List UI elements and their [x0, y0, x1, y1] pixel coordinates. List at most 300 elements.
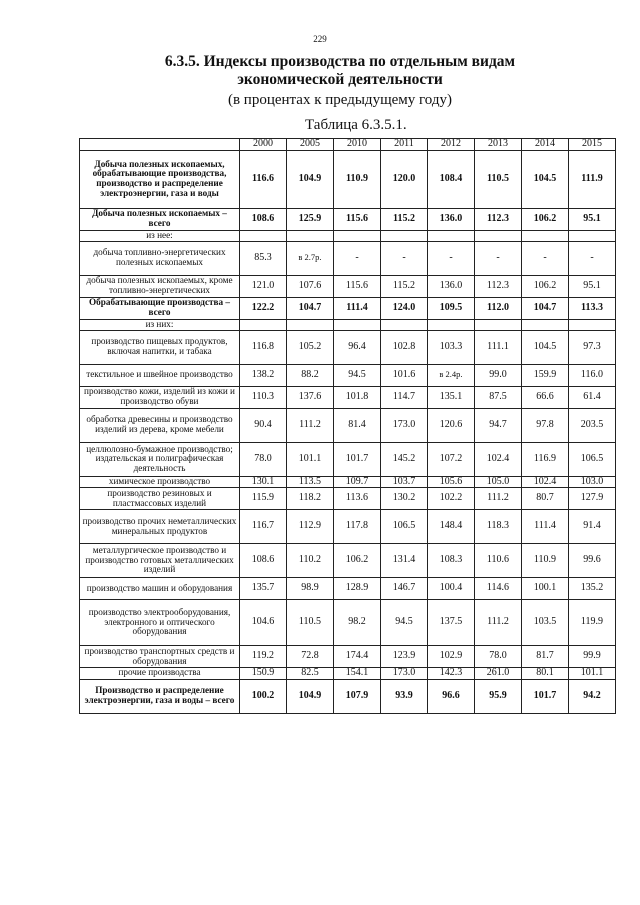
value-text: 130.2 [392, 492, 416, 504]
table-row [80, 297, 616, 319]
value-cell [240, 208, 287, 230]
value-text: 119.2 [251, 650, 275, 662]
value-text: 61.4 [583, 390, 601, 402]
value-text: 106.5 [580, 452, 604, 464]
value-text: 81.4 [348, 418, 366, 430]
value-cell [381, 544, 428, 578]
value-cell [381, 408, 428, 442]
value-cell [475, 510, 522, 544]
value-cell [240, 364, 287, 386]
value-text: 106.5 [392, 520, 416, 532]
value-text: 261.0 [486, 667, 510, 678]
value-text: 203.5 [580, 418, 604, 430]
value-cell [569, 150, 616, 208]
value-text: 128.9 [345, 582, 369, 594]
value-cell [475, 275, 522, 297]
value-text: 99.6 [583, 554, 601, 566]
value-cell [381, 319, 428, 330]
header-row [80, 139, 616, 151]
value-text: 137.6 [298, 390, 322, 402]
value-text: 102.9 [439, 650, 463, 662]
value-text: 81.7 [536, 650, 554, 662]
value-cell [287, 208, 334, 230]
section-title: 6.3.5. Индексы производства по отдельным видам экономической деятельности [164, 53, 516, 88]
value-cell [428, 150, 475, 208]
value-text: 135.7 [251, 582, 275, 594]
value-cell [569, 408, 616, 442]
value-cell [381, 297, 428, 319]
value-cell [522, 330, 569, 364]
value-text: 115.2 [393, 212, 415, 224]
table-row [80, 600, 616, 646]
value-text: 111.2 [487, 492, 509, 504]
value-cell [334, 476, 381, 488]
value-cell [428, 442, 475, 476]
value-cell [569, 544, 616, 578]
value-text: 95.1 [583, 279, 601, 291]
table-name: Таблица 6.3.5.1. [305, 117, 407, 133]
value-cell [569, 208, 616, 230]
value-text: 104.5 [533, 172, 557, 184]
value-text: 138.2 [251, 368, 275, 380]
value-text: 116.7 [251, 520, 275, 532]
value-text: 104.5 [533, 340, 557, 352]
value-cell [569, 275, 616, 297]
value-cell [240, 646, 287, 668]
value-text: 116.8 [251, 340, 275, 352]
value-cell [428, 578, 475, 600]
value-text: 116.6 [252, 172, 274, 184]
row-label: из нее: [80, 230, 240, 241]
table-row [80, 208, 616, 230]
value-text: 142.3 [439, 667, 463, 678]
value-text: 104.9 [298, 689, 322, 701]
value-cell [569, 230, 616, 241]
value-text: 107.6 [298, 279, 322, 291]
row-label: Обрабатывающие производства – всего [80, 297, 240, 319]
value-text: 78.0 [489, 650, 507, 662]
value-cell [428, 319, 475, 330]
value-cell [569, 241, 616, 275]
value-text: в 2.4р. [439, 368, 463, 379]
value-text: 111.2 [487, 616, 509, 628]
value-cell [381, 668, 428, 680]
value-cell [428, 600, 475, 646]
value-text: 111.9 [581, 172, 603, 184]
value-text: 102.8 [392, 340, 416, 352]
value-cell [240, 297, 287, 319]
value-text: 112.3 [487, 212, 509, 224]
value-text: 112.0 [487, 301, 509, 313]
value-text: 173.0 [392, 667, 416, 678]
value-cell [522, 408, 569, 442]
value-text: 88.2 [301, 368, 319, 380]
value-text: 112.3 [486, 279, 510, 291]
value-text: 103.7 [392, 476, 416, 487]
value-text: 102.2 [439, 492, 463, 504]
value-text: 115.6 [346, 212, 368, 224]
column-header: 2000 [240, 139, 287, 151]
value-cell [240, 442, 287, 476]
value-text: 101.7 [345, 452, 369, 464]
value-text: 97.8 [536, 418, 554, 430]
value-cell [522, 646, 569, 668]
value-text: 173.0 [392, 418, 416, 430]
value-text: 104.7 [298, 301, 322, 313]
value-text: 121.0 [251, 279, 275, 291]
value-cell [334, 544, 381, 578]
table-row [80, 408, 616, 442]
value-cell [334, 408, 381, 442]
value-cell [522, 510, 569, 544]
value-text: - [590, 251, 594, 263]
value-cell [522, 386, 569, 408]
value-cell [522, 275, 569, 297]
value-cell [475, 442, 522, 476]
value-cell [475, 330, 522, 364]
value-cell [240, 408, 287, 442]
value-cell [334, 510, 381, 544]
value-text: 102.4 [533, 476, 557, 487]
value-text: 90.4 [254, 418, 272, 430]
value-text: 127.9 [580, 492, 604, 504]
value-cell [381, 488, 428, 510]
value-cell [428, 668, 475, 680]
value-text: 150.9 [251, 667, 275, 678]
value-cell [240, 230, 287, 241]
value-cell [334, 241, 381, 275]
value-text: 114.7 [392, 390, 416, 402]
value-cell [475, 386, 522, 408]
value-cell [287, 510, 334, 544]
value-cell [287, 600, 334, 646]
value-text: 146.7 [392, 582, 416, 594]
column-header: 2013 [475, 139, 522, 151]
value-cell [475, 241, 522, 275]
value-text: 130.1 [251, 476, 275, 487]
row-label: Производство и распределение электроэнергии, газа и воды – всего [80, 679, 240, 713]
row-label: производство кожи, изделий из кожи и производство обуви [80, 386, 240, 408]
column-header: 2014 [522, 139, 569, 151]
value-text: 103.0 [580, 476, 604, 487]
value-cell [522, 364, 569, 386]
value-text: 108.3 [439, 554, 463, 566]
value-text: 96.6 [442, 689, 460, 701]
value-text: 102.4 [486, 452, 510, 464]
table-row [80, 578, 616, 600]
value-cell [569, 442, 616, 476]
value-cell [428, 510, 475, 544]
value-cell [475, 408, 522, 442]
value-cell [522, 208, 569, 230]
value-cell [522, 488, 569, 510]
production-index-table [79, 138, 616, 714]
value-text: 135.2 [580, 582, 604, 594]
value-cell [381, 679, 428, 713]
value-text: 104.6 [251, 616, 275, 628]
value-text: в 2.7р. [298, 251, 322, 262]
value-cell [381, 330, 428, 364]
value-text: 110.9 [346, 172, 368, 184]
value-cell [240, 330, 287, 364]
table-row [80, 330, 616, 364]
value-text: - [496, 251, 500, 263]
value-cell [569, 668, 616, 680]
value-cell [240, 241, 287, 275]
value-text: 108.6 [251, 554, 275, 566]
value-cell [569, 679, 616, 713]
value-text: 106.2 [533, 212, 557, 224]
value-text: 105.6 [439, 476, 463, 487]
value-text: 113.6 [345, 492, 369, 504]
value-cell [522, 679, 569, 713]
value-cell [475, 544, 522, 578]
value-text: 98.2 [348, 616, 366, 628]
value-text: 124.0 [392, 301, 416, 313]
value-text: 101.1 [580, 667, 604, 678]
value-cell [428, 241, 475, 275]
table-row [80, 241, 616, 275]
value-text: 97.3 [583, 340, 601, 352]
value-cell [334, 330, 381, 364]
row-label: добыча топливно-энергетических полезных ископаемых [80, 241, 240, 275]
value-cell [428, 544, 475, 578]
value-text: 115.9 [251, 492, 275, 504]
value-cell [428, 364, 475, 386]
row-label: добыча полезных ископаемых, кроме топливно-энергетических [80, 275, 240, 297]
value-cell [334, 386, 381, 408]
value-cell [287, 275, 334, 297]
value-text: 108.4 [439, 172, 463, 184]
table-row [80, 679, 616, 713]
value-cell [522, 578, 569, 600]
value-cell [240, 600, 287, 646]
value-cell [522, 230, 569, 241]
value-cell [381, 578, 428, 600]
value-text: 82.5 [301, 667, 319, 678]
value-text: 118.2 [298, 492, 322, 504]
value-cell [287, 646, 334, 668]
value-cell [475, 679, 522, 713]
value-text: 136.0 [439, 279, 463, 291]
value-text: 98.9 [301, 582, 319, 594]
value-text: 117.8 [345, 520, 369, 532]
table-row [80, 668, 616, 680]
value-cell [522, 241, 569, 275]
value-cell [240, 386, 287, 408]
value-cell [428, 230, 475, 241]
row-label: производство транспортных средств и оборудования [80, 646, 240, 668]
value-text: 154.1 [345, 667, 369, 678]
value-cell [381, 510, 428, 544]
value-text: 94.7 [489, 418, 507, 430]
value-text: 148.4 [439, 520, 463, 532]
value-cell [287, 297, 334, 319]
value-cell [381, 241, 428, 275]
value-cell [240, 668, 287, 680]
value-text: 95.1 [583, 212, 601, 224]
value-cell [240, 319, 287, 330]
value-cell [334, 208, 381, 230]
value-cell [334, 442, 381, 476]
value-cell [240, 544, 287, 578]
page-number: 229 [313, 34, 327, 44]
value-cell [428, 330, 475, 364]
value-cell [475, 668, 522, 680]
value-cell [334, 297, 381, 319]
value-text: - [402, 251, 406, 263]
value-text: 110.6 [486, 554, 510, 566]
value-cell [475, 600, 522, 646]
value-text: 115.2 [392, 279, 416, 291]
value-cell [569, 600, 616, 646]
value-text: 99.0 [489, 368, 507, 380]
value-cell [475, 364, 522, 386]
value-text: 110.9 [533, 554, 557, 566]
value-cell [569, 646, 616, 668]
value-text: 72.8 [301, 650, 319, 662]
value-text: 101.8 [345, 390, 369, 402]
value-cell [475, 297, 522, 319]
section-subtitle: (в процентах к предыдущему году) [227, 92, 452, 108]
table-row [80, 230, 616, 241]
value-text: 110.2 [298, 554, 322, 566]
value-text: - [449, 251, 453, 263]
value-cell [522, 442, 569, 476]
value-cell [287, 319, 334, 330]
value-cell [475, 150, 522, 208]
value-cell [334, 230, 381, 241]
value-cell [334, 319, 381, 330]
value-text: 145.2 [392, 452, 416, 464]
value-cell [381, 150, 428, 208]
value-text: 103.5 [533, 616, 557, 628]
value-text: 115.6 [345, 279, 369, 291]
table-row [80, 386, 616, 408]
value-text: 107.9 [345, 689, 369, 701]
column-header: 2010 [334, 139, 381, 151]
value-text: 111.4 [534, 520, 556, 532]
value-text: 93.9 [395, 689, 413, 701]
value-cell [334, 150, 381, 208]
column-header: 2015 [569, 139, 616, 151]
value-text: 106.2 [533, 279, 557, 291]
value-text: 100.4 [439, 582, 463, 594]
value-cell [428, 646, 475, 668]
value-cell [334, 578, 381, 600]
value-text: 107.2 [439, 452, 463, 464]
value-text: 116.0 [580, 368, 604, 380]
value-text: 105.0 [486, 476, 510, 487]
value-text: 85.3 [254, 251, 272, 263]
value-text: 106.2 [345, 554, 369, 566]
value-cell [287, 386, 334, 408]
value-text: 101.7 [533, 689, 557, 701]
value-text: 110.5 [487, 172, 509, 184]
value-cell [522, 297, 569, 319]
value-text: 131.4 [392, 554, 416, 566]
value-text: 100.2 [251, 689, 275, 701]
row-label: из них: [80, 319, 240, 330]
value-text: 94.5 [348, 368, 366, 380]
row-label: производство электрооборудования, электронного и оптического оборудования [80, 600, 240, 646]
value-text: 119.9 [580, 616, 604, 628]
value-text: 114.6 [486, 582, 510, 594]
header-empty [80, 139, 240, 151]
value-cell [569, 578, 616, 600]
value-text: 80.7 [536, 492, 554, 504]
value-cell [475, 319, 522, 330]
value-cell [287, 150, 334, 208]
value-cell [381, 386, 428, 408]
value-cell [334, 646, 381, 668]
value-text: 66.6 [536, 390, 554, 402]
value-cell [522, 668, 569, 680]
value-cell [381, 364, 428, 386]
value-text: 174.4 [345, 650, 369, 662]
value-cell [475, 208, 522, 230]
value-cell [240, 476, 287, 488]
value-text: 111.2 [299, 418, 321, 430]
value-cell [287, 364, 334, 386]
value-cell [381, 275, 428, 297]
row-label: производство машин и оборудования [80, 578, 240, 600]
table-row [80, 646, 616, 668]
value-cell [334, 275, 381, 297]
table-row [80, 150, 616, 208]
row-label: Добыча полезных ископаемых, обрабатывающие производства, производство и распределение электроэнергии, газа и воды [80, 150, 240, 208]
value-text: 101.6 [392, 368, 416, 380]
value-cell [428, 208, 475, 230]
row-label: прочие производства [80, 668, 240, 680]
value-text: 99.9 [583, 650, 601, 662]
value-text: 104.7 [533, 301, 557, 313]
value-text: 116.9 [533, 452, 557, 464]
value-cell [428, 386, 475, 408]
value-text: 80.1 [536, 667, 554, 678]
value-text: 135.1 [439, 390, 463, 402]
value-cell [381, 442, 428, 476]
value-cell [522, 476, 569, 488]
value-text: 123.9 [392, 650, 416, 662]
value-cell [475, 646, 522, 668]
value-text: 111.1 [487, 340, 509, 352]
row-label: производство резиновых и пластмассовых изделий [80, 488, 240, 510]
value-cell [428, 679, 475, 713]
value-cell [287, 330, 334, 364]
value-text: 95.9 [489, 689, 507, 701]
column-header: 2005 [287, 139, 334, 151]
value-cell [381, 600, 428, 646]
value-cell [240, 578, 287, 600]
value-text: 137.5 [439, 616, 463, 628]
value-text: 113.3 [581, 301, 603, 313]
value-cell [475, 578, 522, 600]
value-text: 101.1 [298, 452, 322, 464]
column-header: 2012 [428, 139, 475, 151]
value-text: 100.1 [533, 582, 557, 594]
value-cell [287, 230, 334, 241]
value-text: 108.6 [251, 212, 275, 224]
value-cell [240, 150, 287, 208]
value-cell [334, 668, 381, 680]
value-cell [240, 488, 287, 510]
value-text: 105.2 [298, 340, 322, 352]
value-cell [240, 510, 287, 544]
value-text: 109.5 [439, 301, 463, 313]
value-cell [569, 488, 616, 510]
value-cell [428, 275, 475, 297]
